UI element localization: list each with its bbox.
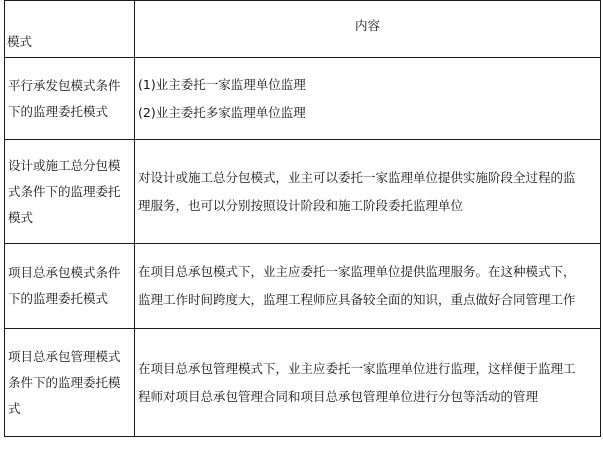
mode-text-line: 条件下的监理委托模 (8, 374, 121, 390)
content-text-line: 程师对项目总承包管理合同和项目总承包管理单位进行分包等活动的管理 (138, 388, 539, 404)
content-text-line: 监理工作时间跨度大，监理工程师应具备较全面的知识，重点做好合同管理工作 (138, 292, 576, 307)
header-content-cell (135, 1, 601, 58)
mode-text-line: 式条件下的监理委托 (8, 183, 121, 199)
content-cell (135, 244, 601, 329)
mode-text-line: 下的监理委托模式 (8, 103, 109, 119)
content-cell (135, 140, 601, 244)
table-row (5, 140, 601, 244)
mode-cell (5, 140, 135, 244)
content-text-line: 在项目总承包模式下，业主应委托一家监理单位提供监理服务。在这种模式下， (138, 264, 576, 279)
mode-text-line: 下的监理委托模式 (8, 291, 109, 306)
mode-cell (5, 58, 135, 140)
mode-text-line: 项目总承包管理模式 (8, 348, 121, 364)
header-mode-label: 模式 (7, 34, 33, 49)
content-text-line: (1)业主委托一家监理单位监理 (138, 76, 306, 92)
content-cell (135, 329, 601, 437)
content-cell (135, 58, 601, 140)
mode-cell (5, 329, 135, 437)
mode-cell (5, 244, 135, 329)
content-text-line: 理服务，也可以分别按照设计阶段和施工阶段委托监理单位 (138, 197, 464, 213)
table-row (5, 58, 601, 140)
mode-text-line: 设计或施工总分包模 (8, 157, 121, 173)
content-text-line: 对设计或施工总分包模式，业主可以委托一家监理单位提供实施阶段全过程的监 (138, 169, 576, 185)
content-text-line: 在项目总承包管理模式下，业主应委托一家监理单位进行监理，这样便于监理工 (138, 360, 576, 376)
supervision-mode-table (4, 0, 601, 437)
mode-text-line: 平行承发包模式条件 (8, 77, 121, 93)
header-content-label: 内容 (354, 18, 380, 33)
table-header-row (5, 1, 601, 58)
content-text-line: (2)业主委托多家监理单位监理 (138, 104, 306, 120)
table-row (5, 329, 601, 437)
header-mode-cell (5, 1, 135, 58)
table-row (5, 244, 601, 329)
mode-text-line: 式 (8, 400, 21, 416)
mode-text-line: 项目总承包模式条件 (8, 265, 121, 280)
mode-text-line: 模式 (8, 209, 34, 225)
